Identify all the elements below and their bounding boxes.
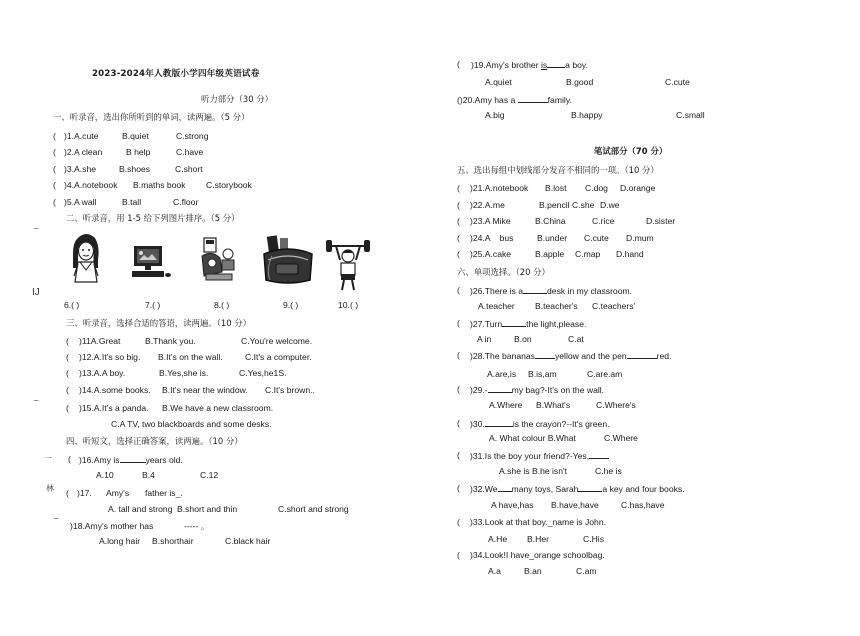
q27-paren: ( (457, 318, 460, 328)
q32-option-a: A have,has (491, 500, 534, 510)
q11-paren: ( (66, 336, 69, 346)
q34-stem: )34.Look!I have_orange schoolbag. (470, 550, 605, 560)
q20-option-a: A.big (485, 110, 505, 120)
q32-stem-pre: )32.We (470, 484, 498, 494)
q30-option-ab: A. What colour B.What (489, 433, 576, 443)
q33-paren: ( (457, 517, 460, 527)
q16-option-b: B.4 (142, 470, 155, 480)
picture-7-label: 7.( ) (145, 300, 161, 310)
q23-option-c: C.rice (592, 216, 615, 226)
q21-option-d: D.orange (620, 183, 656, 193)
q11-option-a: )11A.Great (79, 336, 121, 346)
margin-mark-5: 林 (46, 484, 54, 493)
q14-option-b: B.It's near the window. (162, 385, 248, 395)
q29-stem-post: my bag?-It's on the wall. (511, 385, 605, 395)
q20-paren: ( (457, 95, 460, 105)
q24-option-c: C.cute (584, 233, 609, 243)
picture-girl (68, 232, 104, 284)
q32-stem (470, 483, 685, 495)
q32-paren: ( (457, 483, 460, 493)
q4-paren: ( (53, 180, 56, 190)
q30-blank[interactable] (485, 418, 513, 427)
q13-option-b: B.Yes,she is. (159, 368, 209, 378)
q26-stem-pre: )26.There is a (470, 286, 524, 296)
q17-paren: ( (66, 488, 69, 498)
q16-option-a: A.10 (96, 470, 114, 480)
q27-option-b: B.on (514, 334, 532, 344)
q12-option-b: B.It's on the wall. (158, 352, 223, 362)
q29-stem (470, 384, 604, 396)
q26-stem (470, 285, 632, 297)
q31-stem (470, 450, 609, 462)
written-heading: 笔试部分（70 分） (594, 146, 668, 156)
margin-mark-2: IJ (32, 287, 40, 298)
q18-stem: )18.Amy's mother has (70, 521, 154, 531)
q2-option-b: B help (126, 147, 151, 157)
q17-text-1: Amy's (106, 488, 130, 498)
q14-option-c: C.It's brown.. (265, 385, 315, 395)
q21-option-b: B.lost (545, 183, 567, 193)
q28-option-c: C.are.am (587, 369, 623, 379)
q29-option-a: A.Where (489, 400, 523, 410)
q25-option-a: )25.A.cake (470, 249, 512, 259)
q28-paren: ( (457, 350, 460, 360)
margin-mark-1: _ (34, 220, 39, 229)
q22-option-a: )22.A.me (470, 200, 505, 210)
q21-option-c: C.dog (585, 183, 608, 193)
q28-blank-1[interactable] (535, 350, 555, 359)
picture-boy-with-toys (198, 236, 238, 282)
q23-paren: ( (457, 216, 460, 226)
q31-option-c: C.he is (595, 466, 622, 476)
q22-paren: ( (457, 200, 460, 210)
q16-stem (79, 454, 183, 466)
q34-paren: ( (457, 550, 460, 560)
q5-paren: ( (53, 197, 56, 207)
margin-mark-3: _ (34, 392, 39, 401)
q28-stem (470, 350, 671, 362)
q26-option-a: A.teacher (478, 301, 515, 311)
q12-option-c: C.It's a computer. (245, 352, 312, 362)
picture-schoolbag (260, 234, 316, 286)
q19-underlined-is: is (540, 60, 548, 70)
q27-blank[interactable] (502, 318, 526, 327)
q23-option-a: )23.A Mike (470, 216, 511, 226)
q15-option-a: )15.A.It's a panda. (79, 403, 149, 413)
q28-option-b: B.is,am (528, 369, 557, 379)
picture-computer (128, 244, 172, 280)
q16-stem-post: years old. (145, 455, 183, 465)
q30-paren: ( (457, 418, 460, 428)
q25-option-c: C.map (575, 249, 601, 259)
q14-paren: ( (66, 385, 69, 395)
q1-number: )1.A.cute (64, 131, 99, 141)
q28-blank-2[interactable] (627, 350, 657, 359)
q2-number: )2.A clean (64, 147, 103, 157)
section-2-title: 二、听录音，用 1-5 给下列图片排序。（5 分） (66, 213, 240, 223)
listening-heading: 听力部分（30 分） (201, 94, 273, 104)
q18-option-b: B.shorthair (152, 536, 194, 546)
q5-option-b: B.tall (122, 197, 142, 207)
q27-option-a: A in (477, 334, 492, 344)
q30-option-c: C.Where (604, 433, 638, 443)
section-3-title: 三、听录音，选择合适的答语，读两遍。（10 分） (66, 318, 251, 328)
q26-paren: ( (457, 285, 460, 295)
q20-stem (457, 94, 572, 106)
q16-paren: ( (68, 454, 71, 464)
q13-option-a: )13.A.A boy. (79, 368, 126, 378)
q19-paren: ( (457, 59, 460, 69)
q19-stem (471, 59, 588, 71)
q28-stem-post: red. (656, 351, 672, 361)
q22-option-b: B.pencil C.she (539, 200, 595, 210)
picture-6-label: 6.( ) (64, 300, 80, 310)
q3-option-c: C.short (175, 164, 203, 174)
q27-stem-pre: )27.Turn (470, 319, 503, 329)
picture-10-label: 10.( ) (338, 300, 359, 310)
q28-stem-pre: )28.The bananas (470, 351, 535, 361)
q27-option-c: C.at (568, 334, 584, 344)
q3-number: )3.A.she (64, 164, 97, 174)
q16-blank[interactable] (120, 454, 146, 463)
q23-option-b: B.China (535, 216, 566, 226)
q5-number: )5.A wall (64, 197, 97, 207)
q26-stem-post: desk in my classroom. (547, 286, 633, 296)
q32-stem-post: a key and four books. (602, 484, 685, 494)
q3-option-b: B.shoes (119, 164, 151, 174)
q31-blank[interactable] (589, 450, 609, 459)
section-5-title: 五、选出每组中划线部分发音不相同的一项。（10 分） (457, 165, 659, 175)
q19-option-b: B.good (566, 77, 594, 87)
q17-option-b: B.short and thin (177, 504, 238, 514)
q26-option-c: C.teachers' (592, 301, 636, 311)
q24-option-a: )24.A bus (470, 233, 514, 243)
q32-blank-1[interactable] (498, 483, 512, 492)
q25-option-d: D.hand (616, 249, 644, 259)
q26-blank[interactable] (523, 285, 547, 294)
q22-option-d: D.we (600, 200, 620, 210)
q15-paren: ( (66, 403, 69, 413)
q24-option-b: B.under (537, 233, 568, 243)
q24-option-d: D.mum (626, 233, 654, 243)
q20-option-c: C.small (676, 110, 705, 120)
q1-option-c: C.strong (176, 131, 209, 141)
q21-option-a: )21.A.notebook (470, 183, 529, 193)
q29-paren: ( (457, 384, 460, 394)
q18-option-a: A.long hair (99, 536, 141, 546)
q32-blank-2[interactable] (578, 483, 602, 492)
q19-blank[interactable] (547, 59, 565, 68)
q31-stem-pre: )31.Is the boy your friend?-Yes, (470, 451, 590, 461)
q33-option-a: A.He (488, 534, 508, 544)
q1-option-b: B.quiet (122, 131, 149, 141)
q26-option-b: B.teacher's (535, 301, 578, 311)
exam-title: 2023-2024年人教版小学四年级英语试卷 (92, 69, 260, 79)
q17-option-c: C.short and strong (278, 504, 349, 514)
q34-option-a: A.a (488, 566, 501, 576)
q34-option-b: B.an (524, 566, 542, 576)
q17-text-2: father is_. (145, 488, 183, 498)
picture-strong-boy (326, 236, 370, 292)
q12-option-a: )12.A.It's so big. (79, 352, 141, 362)
q1-paren: ( (53, 131, 56, 141)
section-1-title: 一、听录音，选出你所听到的单词，读两遍。（5 分） (53, 112, 250, 122)
q19-stem-pre: )19.Amy's brother (471, 60, 539, 70)
q24-paren: ( (457, 233, 460, 243)
q29-stem-pre: )29.- (470, 385, 488, 395)
q11-option-c: C.You're welcome. (241, 336, 313, 346)
q30-stem-pre: )30. (470, 419, 485, 429)
picture-9-label: 9.( ) (283, 300, 299, 310)
q4-option-b: B.maths book (133, 180, 186, 190)
q33-option-b: B.Her (527, 534, 549, 544)
q29-blank[interactable] (488, 384, 512, 393)
margin-mark-4: 一 (44, 454, 52, 463)
q5-option-c: C.floor (173, 197, 199, 207)
q25-option-b: B.apple (535, 249, 565, 259)
q18-option-c: C.black hair (225, 536, 271, 546)
q16-stem-pre: )16.Amy is (79, 455, 120, 465)
q2-option-c: C.have (176, 147, 204, 157)
margin-mark-6: _ (54, 510, 59, 519)
section-6-title: 六、单项选择。（20 分） (457, 267, 550, 277)
q28-stem-mid: yellow and the pen (554, 351, 627, 361)
q19-option-a: A.quiet (485, 77, 512, 87)
q13-paren: ( (66, 368, 69, 378)
q18-blank-text: ----- 。 (184, 521, 210, 531)
q33-option-c: C.His (583, 534, 605, 544)
q28-option-a: A.are,is (487, 369, 517, 379)
q4-option-c: C.storybook (206, 180, 252, 190)
picture-8-label: 8.( ) (214, 300, 230, 310)
q4-number: )4.A.notebook (64, 180, 118, 190)
q32-option-c: C.has,have (621, 500, 665, 510)
q14-option-a: )14.A.some books. (79, 385, 151, 395)
q25-paren: ( (457, 249, 460, 259)
q15-option-b: B.We have a new classroom. (162, 403, 274, 413)
q13-option-c: C.Yes,he1S. (239, 368, 287, 378)
q29-option-c: C.Where's (596, 400, 636, 410)
q20-stem-post: family. (547, 95, 572, 105)
q19-stem-post: a boy. (565, 60, 588, 70)
q34-option-c: C.am (576, 566, 597, 576)
q12-paren: ( (66, 352, 69, 362)
q16-option-c: C.12 (200, 470, 219, 480)
q17-number: )17. (77, 488, 92, 498)
q20-blank[interactable] (518, 94, 548, 103)
q19-option-c: C.cute (665, 77, 690, 87)
q23-option-d: D.sister (646, 216, 676, 226)
q32-option-b: B.have,have (551, 500, 599, 510)
q2-paren: ( (53, 147, 56, 157)
q30-stem (470, 418, 610, 430)
q31-paren: ( (457, 450, 460, 460)
q3-paren: ( (53, 164, 56, 174)
q11-option-b: B.Thank you. (145, 336, 196, 346)
q21-paren: ( (457, 183, 460, 193)
q27-stem (470, 318, 586, 330)
q33-stem: )33.Look at that boy._name is John. (470, 517, 606, 527)
q15-option-c: C.A TV, two blackboards and some desks. (111, 419, 272, 429)
q27-stem-post: the light,please. (526, 319, 587, 329)
q31-option-ab: A.she is B.he isn't (499, 466, 568, 476)
q20-stem-pre: )20.Amy has a (459, 95, 516, 105)
q29-option-b: B.What's (536, 400, 571, 410)
q20-option-b: B.happy (571, 110, 603, 120)
q30-stem-post: is the crayon?--It's green. (512, 419, 610, 429)
q32-stem-mid: many toys, Sarah (511, 484, 579, 494)
section-4-title: 四、听短文，选择正确答案，读两遍。（10 分） (66, 436, 243, 446)
q17-option-a: A. tall and strong (108, 504, 173, 514)
